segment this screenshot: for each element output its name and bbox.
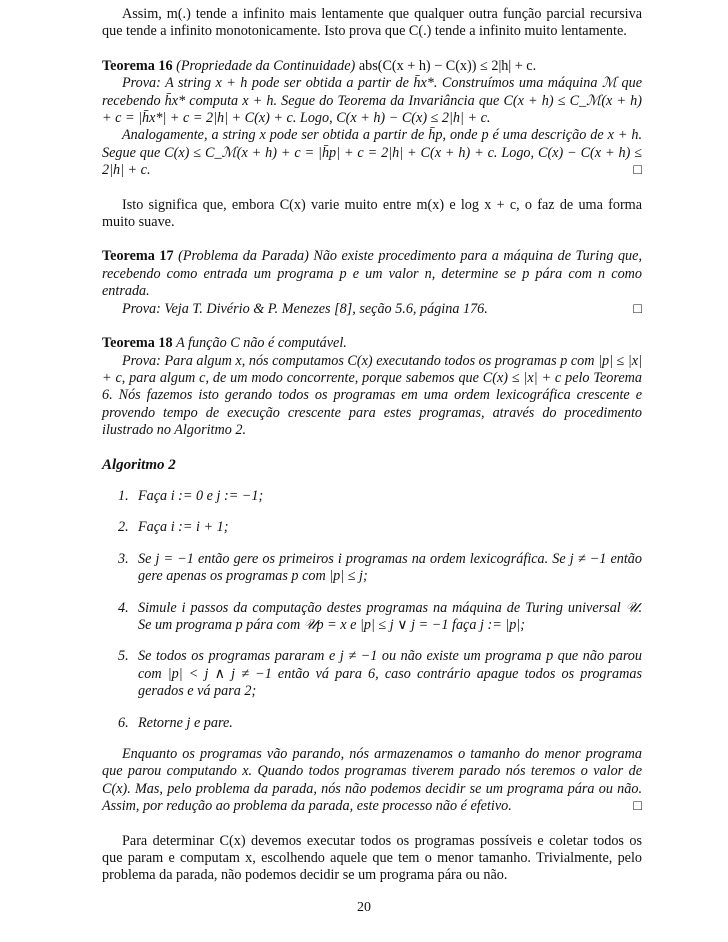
theorem-17 xyxy=(102,248,642,318)
page-number: 20 xyxy=(357,900,371,915)
algorithm-step: 2. Faça i := i + 1; xyxy=(118,519,229,536)
theorem-17-heading: Teorema 17 xyxy=(102,248,174,265)
algorithm-title: Algoritmo 2 xyxy=(102,456,176,473)
algorithm-step: 1. Faça i := 0 e j := −1; xyxy=(118,487,264,504)
theorem-18-statement: A função C não é computável. xyxy=(176,335,347,352)
theorem-16 xyxy=(102,58,642,180)
qed-symbol: □ xyxy=(633,162,642,179)
algorithm-discussion: Enquanto os programas vão parando, nós armazenamos o tamanho do menor programa que parou computando x. Quando todos programas tiverem parado nós teremos o valor de C(x). Mas, pelo problema da parada, nós não podemos decidir se um programa pára ou não. Assim, por redução ao problema da parada, este processo não é efetivo. xyxy=(102,746,642,815)
intro-paragraph: Assim, m(.) tende a infinito mais lentamente que qualquer outra função parcial recursiva que tende a infinito monotonicamente. Isto prova que C(.) tende a infinito muito lentamente. xyxy=(102,6,642,40)
qed-symbol: □ xyxy=(633,300,642,317)
theorem-16-proof-2: Analogamente, a string x pode ser obtida a partir de h̄p, onde p é uma descrição de x + h. Segue que C(x) ≤ C_ℳ(x + h) + c = |h̄p| + c = 2|h| + C(x + h) + c. Logo, C(x) − C(x + h) ≤ 2|h| + c. xyxy=(102,127,642,179)
final-paragraph: Para determinar C(x) devemos executar todos os programas possíveis e coletar todos os que param e computam x, escolhendo aquele que tem o menor tamanho. Trivialmente, pelo problema da parada, não podemos decidir se um programa pára ou não. xyxy=(102,832,642,884)
algorithm-steps xyxy=(102,488,642,732)
theorem-16-title: (Propriedade da Continuidade) xyxy=(176,57,356,74)
theorem-18-heading: Teorema 18 xyxy=(102,335,173,352)
algorithm-step: 4. Simule i passos da computação destes programas na máquina de Turing universal 𝒰. Se um programa p pára com 𝒰p = x e |p| ≤ j ∨ j = −1 faça j := |p|; xyxy=(118,599,642,633)
theorem-16-proof-1: Prova: A string x + h pode ser obtida a partir de h̄x*. Construímos uma máquina ℳ que recebendo h̄x* computa x + h. Segue do Teorema da Invariância que C(x + h) ≤ C_ℳ(x + h) + c = |h̄x*| + c = 2|h| + C(x) + c. Logo, C(x + h) − C(x) ≤ 2|h| + c. xyxy=(102,75,642,127)
qed-symbol: □ xyxy=(633,798,642,815)
theorem-16-heading: Teorema 16 xyxy=(102,57,173,74)
algorithm-step: 6. Retorne j e pare. xyxy=(118,714,233,731)
remark-paragraph: Isto significa que, embora C(x) varie muito entre m(x) e log x + c, o faz de uma forma muito suave. xyxy=(102,196,642,231)
theorem-18-proof: Prova: Para algum x, nós computamos C(x) executando todos os programas p com |p| ≤ |x| + c, para algum c, de um modo concorrente, porque sabemos que C(x) ≤ |x| + c pelo Teorema 6. Nós fazemos isto gerando todos os programas em uma ordem lexicográfica crescente e provendo tempo de execução crescente para estes programas, através do procedimento ilustrado no Algoritmo 2. xyxy=(102,352,642,439)
algorithm-step: 5. Se todos os programas pararam e j ≠ −1 ou não existe um programa p que não parou com |p| < j ∧ j ≠ −1 então vá para 6, caso contrário apague todos os programas gerados e vá para 2; xyxy=(118,648,642,700)
theorem-17-statement: (Problema da Parada) Não existe procedimento para a máquina de Turing que, recebendo como entrada um programa p e um valor n, determine se p pára com n como entrada. xyxy=(102,248,642,300)
page-body xyxy=(102,6,642,885)
theorem-17-proof: Prova: Veja T. Divério & P. Menezes [8], seção 5.6, página 176. xyxy=(122,300,488,317)
theorem-16-statement: abs(C(x + h) − C(x)) ≤ 2|h| + c. xyxy=(358,57,537,74)
theorem-18 xyxy=(102,335,642,439)
algorithm-step: 3. Se j = −1 então gere os primeiros i programas na ordem lexicográfica. Se j ≠ −1 então gere apenas os programas p com |p| ≤ j; xyxy=(118,550,642,585)
